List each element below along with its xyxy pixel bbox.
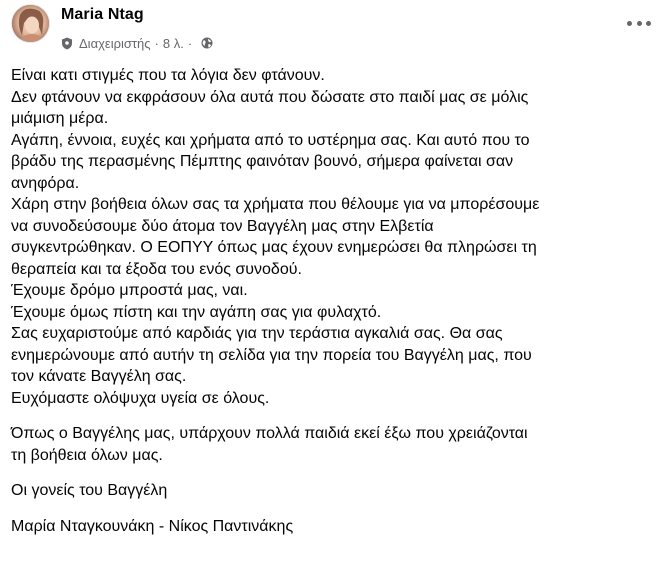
post-timestamp[interactable]: 8 λ.: [162, 35, 184, 51]
paragraph-1: [11, 65, 659, 409]
text-line: να συνοδεύσουμε δύο άτομα τον Βαγγέλη μας στην Ελβετία: [11, 217, 434, 235]
meta-separator: ·: [154, 35, 159, 51]
signature-line: Μαρία Νταγκουνάκη - Νίκος Παντινάκης: [11, 517, 294, 535]
post-meta: [61, 35, 213, 51]
text-line: τον κάνατε Βαγγέλη σας.: [11, 368, 187, 385]
globe-icon[interactable]: [201, 37, 213, 49]
paragraph-gap: [11, 466, 659, 480]
text-line: Έχουμε όμως πίστη και την αγάπη σας για φυλαχτό.: [11, 303, 382, 321]
text-line: βράδυ της περασμένης Πέμπτης φαινόταν βουνό, σήμερα φαίνεται σαν: [11, 153, 514, 170]
text-line: ενημερώνουμε από αυτήν τη σελίδα για την πορεία του Βαγγέλη μας, που: [11, 346, 532, 364]
paragraph-gap: [11, 502, 659, 516]
paragraph-4: [11, 516, 659, 538]
text-line: ανηφόρα.: [11, 174, 80, 192]
more-options-dot: [646, 21, 651, 26]
text-line: Οι γονείς του Βαγγέλη: [11, 482, 168, 499]
text-line: Έχουμε δρόμο μπροστά μας, ναι.: [11, 282, 248, 299]
paragraph-3: [11, 480, 659, 502]
text-line: Αγάπη, έννοια, ευχές και χρήματα από το υστέρημα σας. Και αυτό που το: [11, 131, 530, 149]
more-options-button[interactable]: [627, 13, 651, 33]
author-avatar[interactable]: [11, 4, 50, 43]
text-line: Όπως ο Βαγγέλης μας, υπάρχουν πολλά παιδιά εκεί έξω που χρειάζονται: [11, 425, 528, 442]
text-line: Σας ευχαριστούμε από καρδιάς για την τεράστια αγκαλιά σας. Θα σας: [11, 325, 503, 342]
text-line: Χάρη στην βοήθεια όλων σας τα χρήματα που θέλουμε για να μπορέσουμε: [11, 196, 540, 213]
text-line: τη βοήθεια όλων μας.: [11, 446, 163, 464]
text-line: Ευχόμαστε ολόψυχα υγεία σε όλους.: [11, 389, 270, 407]
text-line: συγκεντρώθηκαν. Ο ΕΟΠΥΥ όπως μας έχουν ενημερώσει θα πληρώσει τη: [11, 239, 537, 256]
paragraph-gap: [11, 409, 659, 423]
avatar-photo-icon: [12, 5, 50, 43]
more-options-dot: [637, 21, 642, 26]
more-options-dot: [627, 21, 632, 26]
meta-separator: ·: [187, 35, 193, 51]
text-line: θεραπεία και τα έξοδα του ενός συνοδού.: [11, 260, 302, 278]
post-text: [11, 65, 659, 537]
text-line: μιάμιση μέρα.: [11, 110, 109, 127]
text-line: Δεν φτάνουν να εκφράσουν όλα αυτά που δώσατε στο παιδί μας σε μόλις: [11, 88, 529, 106]
paragraph-2: [11, 423, 659, 466]
admin-shield-icon: [61, 37, 73, 50]
author-name[interactable]: Maria Ntag: [61, 6, 144, 23]
author-role: Διαχειριστής: [79, 35, 151, 51]
text-line: Είναι κατι στιγμές που τα λόγια δεν φτάνουν.: [11, 67, 325, 84]
